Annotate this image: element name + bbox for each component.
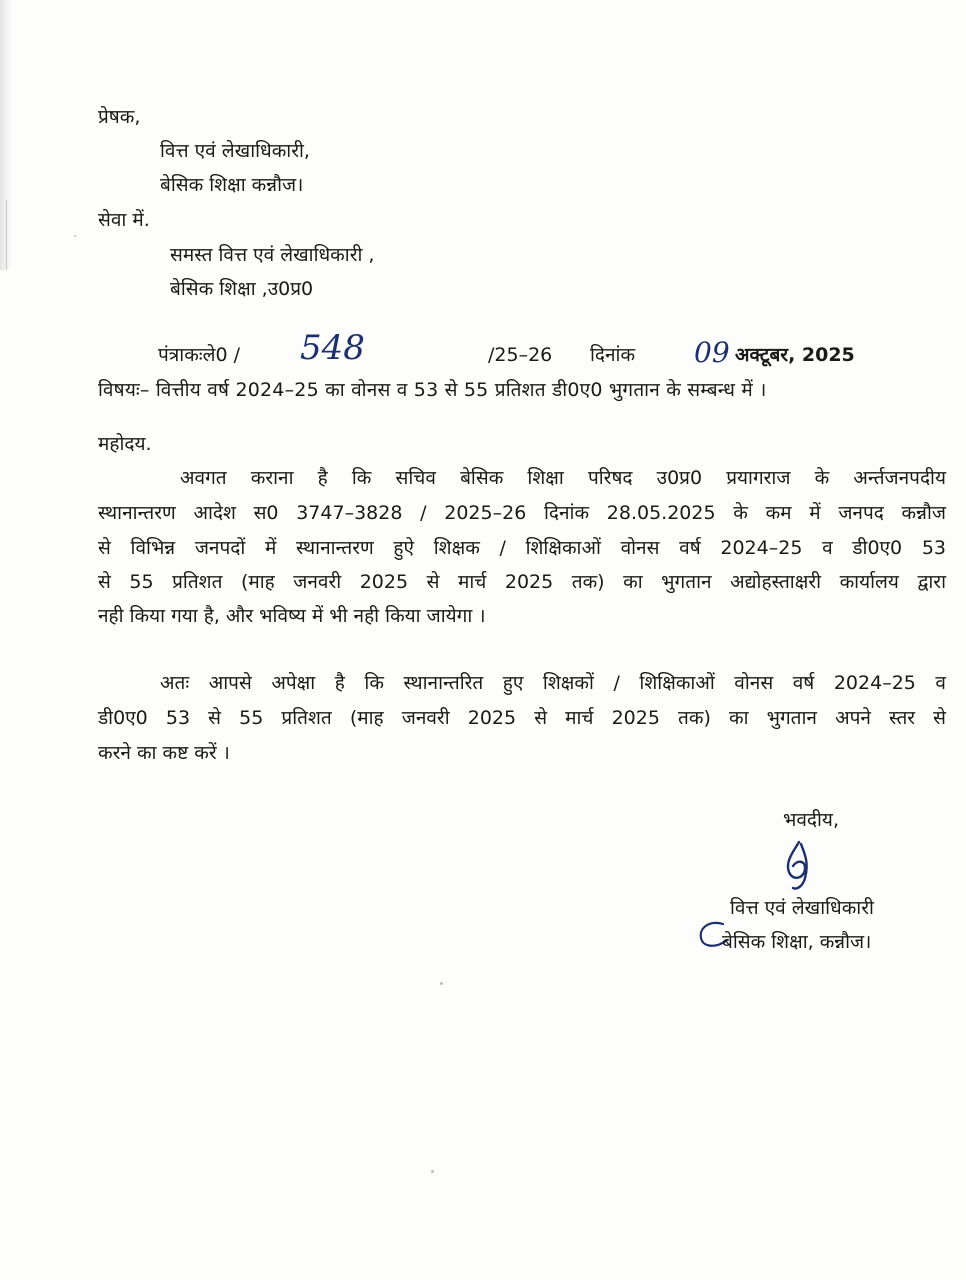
paragraph2-line2: डी0ए0 53 से 55 प्रतिशत (माह जनवरी 2025 से मार्च 2025 तक) का भुगतान अपने स्तर से xyxy=(98,707,946,729)
paragraph1-line4: से 55 प्रतिशत (माह जनवरी 2025 से मार्च 2025 तक) का भुगतान अद्योहस्ताक्षरी कार्यालय द्वारा xyxy=(98,571,946,593)
scan-speck xyxy=(440,982,443,985)
signature-scribble xyxy=(775,838,835,894)
valediction: भवदीय, xyxy=(783,809,839,831)
reference-date-rest: अक्टूबर, 2025 xyxy=(735,344,855,366)
recipient-designation: समस्त वित्त एवं लेखाधिकारी , xyxy=(170,244,375,266)
sender-designation: वित्त एवं लेखाधिकारी, xyxy=(160,140,310,162)
signatory-office: बेसिक शिक्षा, कन्नौज। xyxy=(722,931,872,953)
sender-office: बेसिक शिक्षा कन्नौज। xyxy=(160,174,304,196)
subject-line: विषयः– वित्तीय वर्ष 2024–25 का वोनस व 53 से 55 प्रतिशत डी0ए0 भुगतान के सम्बन्ध में । xyxy=(98,379,767,401)
handwritten-date-day: 09 xyxy=(694,336,730,369)
paragraph1-line5: नही किया गया है, और भविष्य में भी नही किया जायेगा । xyxy=(98,605,486,627)
scan-mark xyxy=(6,200,7,270)
scan-speck xyxy=(74,235,76,237)
paragraph2-line1: अतः आपसे अपेक्षा है कि स्थानान्तरित हुए शिक्षकों / शिक्षिकाओं वोनस वर्ष 2024–25 व xyxy=(160,672,946,694)
reference-date-label: दिनांक xyxy=(590,344,636,366)
paragraph1-line1: अवगत कराना है कि सचिव बेसिक शिक्षा परिषद उ0प्र0 प्रयागराज के अर्न्तजनपदीय xyxy=(180,467,946,489)
sender-heading: प्रेषक, xyxy=(98,106,141,128)
handwritten-letter-number: 548 xyxy=(300,328,365,368)
salutation: महोदय. xyxy=(98,433,152,455)
paragraph1-line3: से विभिन्न जनपदों में स्थानान्तरण हुऐ शिक्षक / शिक्षिकाओं वोनस वर्ष 2024–25 व डी0ए0 53 xyxy=(98,537,946,559)
recipient-office: बेसिक शिक्षा ,उ0प्र0 xyxy=(170,278,314,300)
reference-year: /25–26 xyxy=(488,344,553,366)
paragraph2-line3: करने का कष्ट करें । xyxy=(98,742,230,764)
signatory-designation: वित्त एवं लेखाधिकारी xyxy=(730,897,874,919)
reference-prefix: पंत्राकःले0 / xyxy=(158,344,241,366)
scan-speck xyxy=(431,1170,434,1173)
recipient-heading: सेवा में. xyxy=(98,209,150,231)
paragraph1-line2: स्थानान्तरण आदेश स0 3747–3828 / 2025–26 दिनांक 28.05.2025 के कम में जनपद कन्नौज xyxy=(98,502,946,524)
